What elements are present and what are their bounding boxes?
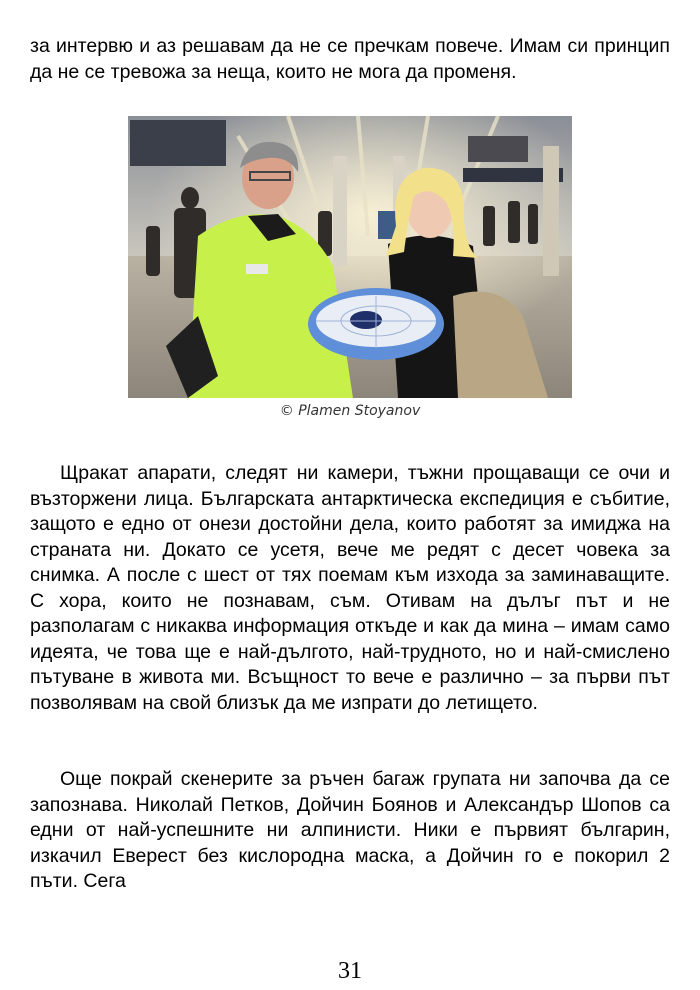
paragraph-departure: Щракат апарати, следят ни камери, тъжни прощаващи се очи и възторжени лица. Българската антарктическа експедиция е събитие, защото е едно от онези достойни дела, които работят за имиджа на страната ни. Докато се усетя, вече ме редят с десет човека за снимка. А после с шест от тях поемам към изхода за заминаващите. С хора, които не познавам, съм. Отивам на дълъг път и не разполагам с никаква информация откъде и как да мина – имам само идеята, че това ще е най-дългото, най-трудното, но и най-смислено пътуване в живота ми. Всъщност то вече е различно – за първи път позволявам на свой близък да ме изпрати до летището. [30, 462, 670, 714]
photo-illustration [128, 116, 572, 398]
airport-photo [128, 116, 572, 398]
page-number: 31 [338, 958, 362, 984]
photo-caption: © Plamen Stoyanov [279, 403, 421, 419]
paragraph-team: Още покрай скенерите за ръчен багаж групата ни започва да се запознава. Николай Петков, Дойчин Боянов и Александър Шопов са едни от най-успешните ни алпинисти. Ники е първият българин, изкачил Еверест без кислородна маска, а Дойчин го е покорил 2 пъти. Сега [30, 768, 670, 892]
paragraph-intro: за интервю и аз решавам да не се пречкам повече. Имам си принцип да не се тревожа за неща, които не мога да променя. [30, 35, 670, 83]
